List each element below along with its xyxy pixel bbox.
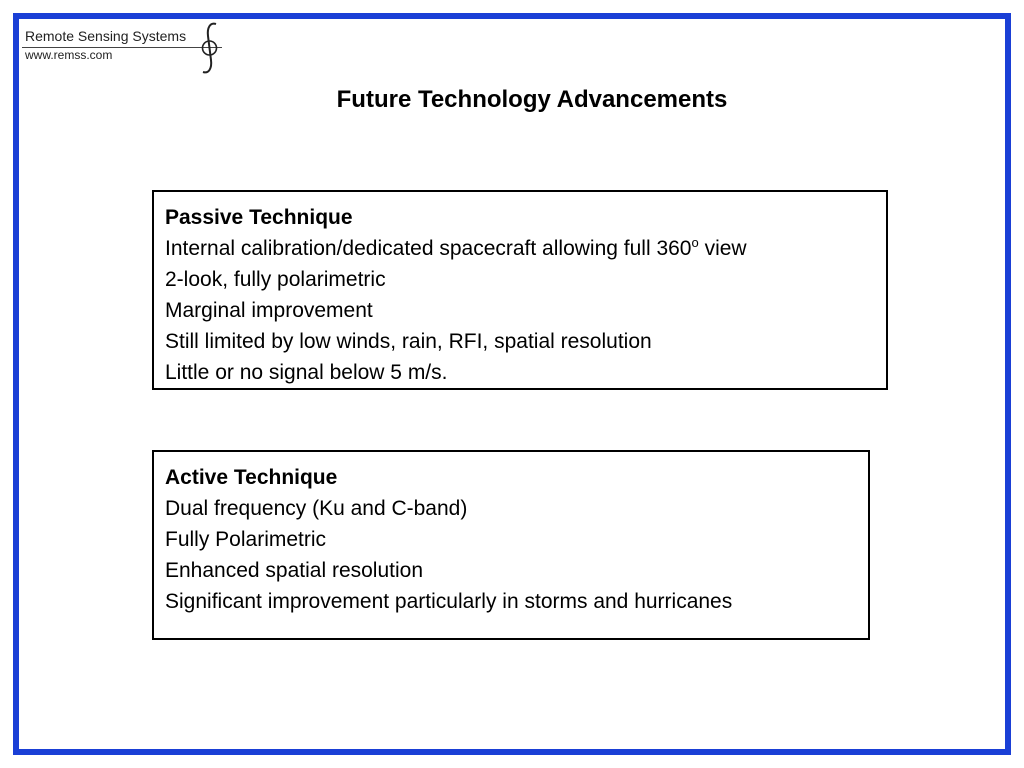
active-technique-box xyxy=(152,450,870,640)
active-line-2: Fully Polarimetric xyxy=(165,528,327,551)
passive-technique-box xyxy=(152,190,888,390)
logo-name: Remote Sensing Systems xyxy=(25,28,187,44)
integral-circle-icon xyxy=(194,20,228,76)
passive-heading: Passive Technique xyxy=(165,206,353,229)
passive-line-1-text: Internal calibration/dedicated spacecraft allowing full 360 xyxy=(165,237,692,260)
logo-url: www.remss.com xyxy=(25,48,113,62)
passive-line-2: 2-look, fully polarimetric xyxy=(165,268,386,291)
logo xyxy=(22,22,232,78)
passive-line-1 xyxy=(165,233,875,264)
page-title: Future Technology Advancements xyxy=(336,86,728,113)
passive-line-3: Marginal improvement xyxy=(165,299,373,322)
active-line-1: Dual frequency (Ku and C-band) xyxy=(165,497,468,520)
active-line-3: Enhanced spatial resolution xyxy=(165,559,424,582)
passive-line-1-tail: view xyxy=(698,237,747,260)
active-line-4: Significant improvement particularly in storms and hurricanes xyxy=(165,590,733,613)
degree-superscript: o xyxy=(691,235,699,250)
active-heading: Active Technique xyxy=(165,466,338,489)
passive-line-4: Still limited by low winds, rain, RFI, spatial resolution xyxy=(165,330,652,353)
passive-line-5: Little or no signal below 5 m/s. xyxy=(165,361,448,384)
